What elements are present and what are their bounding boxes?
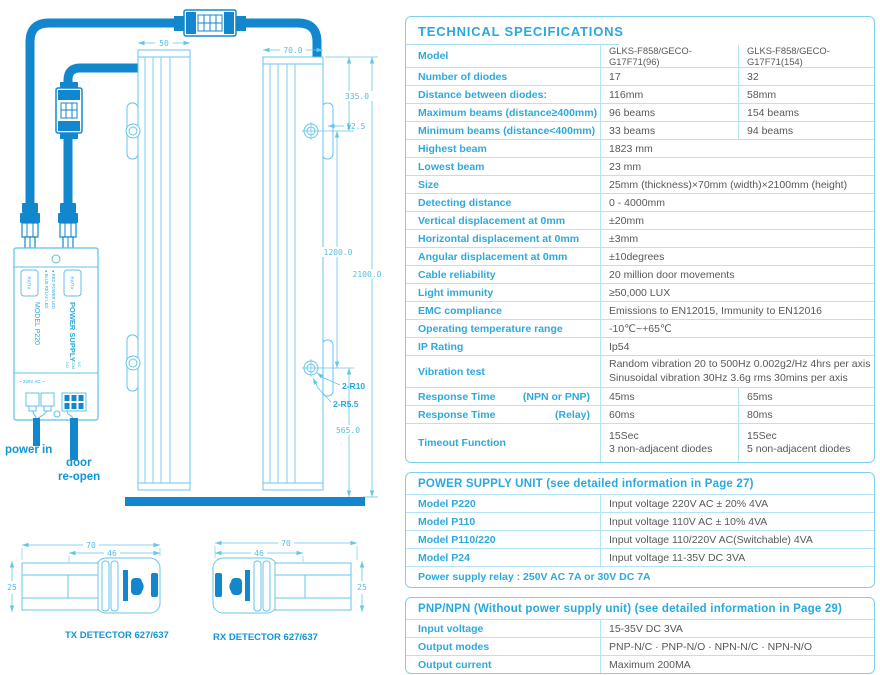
dimension-bar1-width	[138, 39, 190, 48]
row-label: Distance between diodes:	[418, 88, 547, 101]
row-value-1: 17	[600, 68, 738, 85]
row-label: Model P110	[418, 515, 476, 528]
rx-dim-25: 25	[357, 583, 367, 592]
row-value-2: 32	[738, 68, 874, 85]
table-row	[406, 45, 874, 67]
timeout-value-2a: 15Sec	[747, 429, 777, 442]
door-label: door	[66, 457, 92, 469]
timeout-value-1b: 3 non-adjacent diodes	[609, 443, 713, 456]
spec-tables-column	[405, 16, 875, 674]
row-value-2: 65ms	[738, 388, 874, 405]
terminal-nc-label: NC	[77, 362, 81, 368]
power-supply-relay-note: Power supply relay : 250V AC 7A or 30V DC 7A	[406, 566, 874, 587]
dim-50: 50	[159, 39, 169, 48]
row-label: Vertical displacement at 0mm	[418, 214, 566, 227]
timeout-value-1a: 15Sec	[609, 429, 639, 442]
tx-dim-25: 25	[7, 583, 17, 592]
row-value: Maximum 200MA	[600, 656, 874, 673]
dim-335: 335.0	[344, 92, 370, 101]
row-value-1: 45ms	[600, 388, 738, 405]
row-value: 25mm (thickness)×70mm (width)×2100mm (height)	[600, 176, 874, 193]
row-label: Model P220	[418, 497, 476, 510]
row-label-suffix: (NPN or PNP)	[522, 390, 590, 403]
model-p220-label: MODEL P220	[33, 302, 40, 345]
table-row	[406, 229, 874, 247]
table-row-vibration	[406, 355, 874, 387]
row-value: ±3mm	[600, 230, 874, 247]
row-label: Response Time	[418, 408, 496, 421]
row-label: EMC compliance	[418, 304, 503, 317]
pnp-npn-title: PNP/NPN (Without power supply unit) (see detailed information in Page 29)	[418, 603, 843, 616]
row-label: Cable reliability	[418, 268, 496, 281]
rx-dim-46: 46	[254, 549, 264, 558]
row-label: Lowest beam	[418, 160, 485, 173]
table-row	[406, 405, 874, 423]
tx-dim-70: 70	[86, 541, 96, 550]
installation-diagram	[0, 0, 400, 675]
row-value: 20 million door movements	[600, 266, 874, 283]
row-value-2: 80ms	[738, 406, 874, 423]
power-supply-title: POWER SUPPLY UNIT (see detailed information in Page 27)	[418, 478, 754, 491]
row-label: Maximum beams (distance≥400mm)	[418, 106, 598, 119]
row-value: 15-35V DC 3VA	[600, 620, 874, 637]
table-row	[406, 121, 874, 139]
table-row	[406, 67, 874, 85]
tx-dim-46: 46	[107, 549, 117, 558]
rx-dim-70: 70	[281, 539, 291, 548]
row-label: Horizontal displacement at 0mm	[418, 232, 580, 245]
table-row	[406, 387, 874, 405]
row-label: Light immunity	[418, 286, 494, 299]
table-row	[406, 175, 874, 193]
row-value-1: 60ms	[600, 406, 738, 423]
row-value: Emissions to EN12015, Immunity to EN12016	[600, 302, 874, 319]
row-value: -10℃~+65℃	[600, 320, 874, 337]
row-value-2: 58mm	[738, 86, 874, 103]
table-row	[406, 530, 874, 548]
row-value-2: 154 beams	[738, 104, 874, 121]
vibration-line-1: Random vibration 20 to 500Hz 0.002g2/Hz 4hrs per axis	[609, 358, 871, 370]
table-row	[406, 193, 874, 211]
light-curtain-bar-left	[126, 50, 190, 490]
row-value: ±20mm	[600, 212, 874, 229]
row-label: Number of diodes	[418, 70, 508, 83]
row-value: Input voltage 110V AC ± 10% 4VA	[600, 513, 874, 530]
row-label: Angular displacement at 0mm	[418, 250, 568, 263]
row-value-1: 96 beams	[600, 104, 738, 121]
vibration-line-2: Sinusoidal vibration 30Hz 3.6g rms 30mins per axis	[609, 371, 848, 384]
inline-cable-connector	[174, 10, 246, 36]
power-supply-section	[405, 472, 875, 588]
row-label: Minimum beams (distance<400mm)	[418, 124, 596, 137]
row-label: Input voltage	[418, 622, 484, 635]
row-label: Highest beam	[418, 142, 487, 155]
table-row	[406, 637, 874, 655]
socket-label-left: RX/TX	[26, 276, 32, 290]
row-value: ≥50,000 LUX	[600, 284, 874, 301]
timeout-value-2b: 5 non-adjacent diodes	[747, 443, 851, 456]
row-label: Vibration test	[418, 365, 485, 378]
table-row	[406, 319, 874, 337]
row-label-suffix: (Relay)	[554, 408, 590, 421]
table-row	[406, 494, 874, 512]
row-value: PNP-N/C · PNP-N/O · NPN-N/C · NPN-N/O	[600, 638, 874, 655]
row-label: Operating temperature range	[418, 322, 563, 335]
row-value-2: GLKS-F858/GECO-G17F71(154)	[738, 45, 874, 67]
table-row	[406, 247, 874, 265]
terminal-no-label: NO	[65, 362, 69, 368]
label-2-r5-5: 2-R5.5	[333, 399, 359, 409]
row-label: Output current	[418, 658, 492, 671]
socket-label-right: RX/TX	[69, 276, 75, 290]
dim-70: 70.0	[283, 46, 303, 55]
door-reopen-wire	[70, 418, 78, 460]
row-label: IP Rating	[418, 340, 464, 353]
row-value: Input voltage 220V AC ± 20% 4VA	[600, 495, 874, 512]
light-curtain-bar-right	[263, 57, 333, 490]
row-value: Ip54	[600, 338, 874, 355]
row-label: Model	[418, 50, 449, 62]
row-value: 1823 mm	[600, 140, 874, 157]
rx-detector-label: RX DETECTOR 627/637	[213, 632, 318, 643]
table-row	[406, 512, 874, 530]
floor-bar	[125, 497, 365, 506]
power-supply-unit	[14, 248, 98, 420]
dim-1200: 1200.0	[323, 248, 353, 257]
table-row	[406, 655, 874, 673]
row-value-1: 116mm	[600, 86, 738, 103]
row-value: Input voltage 11-35V DC 3VA	[600, 549, 874, 566]
table-row	[406, 301, 874, 319]
pnp-npn-section	[405, 597, 875, 674]
row-value-1: 33 beams	[600, 122, 738, 139]
row-label: Detecting distance	[418, 196, 512, 209]
table-row	[406, 283, 874, 301]
table-row-timeout	[406, 423, 874, 462]
table-row	[406, 139, 874, 157]
power-plug-right	[58, 203, 78, 248]
power-in-label: power in	[5, 444, 53, 456]
table-row	[406, 548, 874, 566]
row-value: 0 - 4000mm	[600, 194, 874, 211]
row-value: ±10degrees	[600, 248, 874, 265]
label-2-r10: 2-R10	[342, 381, 366, 391]
barrel-cable-connector	[56, 82, 82, 139]
reopen-label: re-open	[58, 471, 101, 483]
table-row	[406, 157, 874, 175]
table-row	[406, 337, 874, 355]
table-row	[406, 211, 874, 229]
voltage-label: ~ 220V AC ~	[19, 379, 45, 384]
tx-detector-cross-section	[12, 545, 160, 613]
row-label: Size	[418, 178, 440, 191]
row-label: Output modes	[418, 640, 490, 653]
row-value-2: 94 beams	[738, 122, 874, 139]
table-row	[406, 265, 874, 283]
table-row	[406, 103, 874, 121]
table-row	[406, 619, 874, 637]
dim-12-5: 12.5	[346, 122, 366, 131]
tx-detector-label: TX DETECTOR 627/637	[65, 630, 169, 641]
technical-specifications-section	[405, 16, 875, 463]
row-value-1: GLKS-F858/GECO-G17F71(96)	[600, 45, 738, 67]
table-row	[406, 85, 874, 103]
row-label: Model P110/220	[418, 533, 496, 546]
row-value: Input voltage 110/220V AC(Switchable) 4VA	[600, 531, 874, 548]
row-label: Response Time	[418, 390, 496, 403]
technical-specifications-title: TECHNICAL SPECIFICATIONS	[418, 24, 624, 39]
power-supply-label: POWER SUPPLY	[68, 302, 77, 362]
power-in-wire	[33, 418, 40, 446]
rx-detector-cross-section	[213, 543, 362, 613]
power-plug-left	[20, 203, 40, 248]
row-value: 23 mm	[600, 158, 874, 175]
row-label: Model P24	[418, 551, 470, 564]
dim-2100: 2100.0	[352, 270, 382, 279]
red-power-led-label: ● RED POWER LED	[51, 270, 56, 309]
row-label: Timeout Function	[418, 437, 506, 450]
terminal-com-label: COM	[71, 360, 75, 369]
blue-relay-led-label: ● BLUE RELAY LED	[44, 270, 49, 309]
dim-565: 565.0	[335, 426, 361, 435]
